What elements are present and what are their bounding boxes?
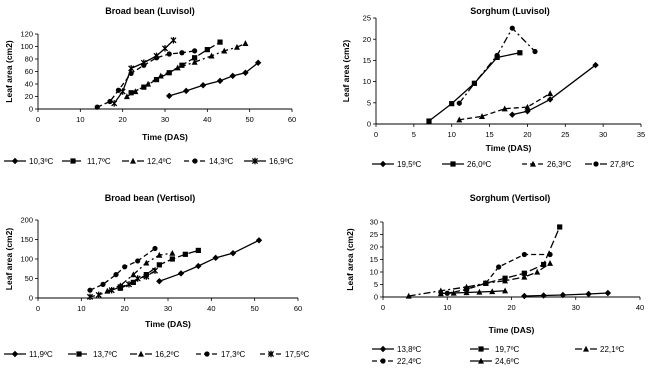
legend-label: 26,3ºC bbox=[547, 160, 572, 169]
y-tick-label: 0 bbox=[366, 119, 371, 129]
data-point bbox=[457, 101, 462, 106]
series-2 bbox=[464, 224, 562, 291]
legend-item bbox=[470, 357, 519, 365]
x-tick-label: 30 bbox=[598, 130, 608, 139]
x-tick-label: 20 bbox=[118, 115, 127, 124]
legend-label: 26,0ºC bbox=[467, 160, 492, 169]
chart-panel-2 bbox=[341, 6, 645, 169]
legend-swatch-marker bbox=[138, 351, 144, 357]
data-point bbox=[540, 292, 546, 298]
data-point bbox=[509, 111, 515, 117]
data-point bbox=[183, 252, 188, 257]
legend-item bbox=[442, 160, 491, 169]
data-point bbox=[517, 50, 522, 55]
y-tick-label: 25 bbox=[362, 13, 371, 23]
x-tick-label: 30 bbox=[160, 115, 170, 124]
data-point bbox=[100, 282, 105, 287]
data-point bbox=[230, 73, 236, 79]
data-point bbox=[166, 93, 172, 99]
legend-item bbox=[244, 157, 293, 166]
legend-label: 14,3ºC bbox=[209, 157, 234, 166]
data-point bbox=[162, 45, 167, 51]
y-tick-label: 100 bbox=[20, 254, 33, 264]
legend-item bbox=[575, 345, 624, 354]
data-point bbox=[87, 288, 92, 293]
legend-label: 24,6ºC bbox=[495, 357, 520, 365]
y-tick-label: 100 bbox=[20, 42, 33, 52]
data-point bbox=[152, 268, 157, 274]
series-2 bbox=[426, 50, 522, 123]
series-1 bbox=[521, 290, 611, 299]
legend-swatch-marker bbox=[380, 346, 386, 352]
legend-label: 13,8ºC bbox=[397, 345, 422, 354]
data-point bbox=[135, 275, 140, 281]
data-point bbox=[95, 105, 100, 110]
y-tick-label: 40 bbox=[24, 79, 33, 89]
legend-label: 11,9ºC bbox=[29, 350, 53, 359]
legend-item bbox=[62, 157, 111, 166]
data-point bbox=[112, 100, 117, 106]
legend-swatch-marker bbox=[380, 161, 386, 167]
y-tick-label: 50 bbox=[24, 274, 33, 284]
legend-label: 16,9ºC bbox=[269, 157, 294, 166]
y-tick-label: 5 bbox=[366, 98, 371, 108]
legend-item bbox=[130, 350, 179, 359]
series-4 bbox=[95, 48, 198, 109]
legend bbox=[372, 345, 624, 365]
data-point bbox=[510, 26, 515, 31]
legend-item bbox=[122, 157, 171, 166]
x-tick-label: 15 bbox=[485, 130, 494, 139]
legend-swatch-marker bbox=[192, 158, 197, 163]
data-point bbox=[145, 81, 151, 87]
y-tick-label: 120 bbox=[20, 29, 33, 39]
data-point bbox=[171, 37, 176, 43]
legend-swatch-marker bbox=[70, 158, 75, 163]
data-point bbox=[521, 293, 527, 299]
y-tick-label: 200 bbox=[20, 215, 33, 225]
data-point bbox=[135, 258, 140, 263]
legend-swatch-marker bbox=[130, 158, 136, 164]
data-point bbox=[200, 82, 206, 88]
data-point bbox=[212, 255, 218, 261]
x-tick-label: 0 bbox=[380, 303, 386, 312]
y-tick-label: 25 bbox=[369, 230, 378, 240]
x-tick-label: 10 bbox=[443, 303, 452, 312]
legend-item bbox=[372, 357, 421, 365]
data-point bbox=[205, 47, 210, 52]
data-point bbox=[532, 49, 537, 54]
data-point bbox=[178, 270, 184, 276]
x-tick-label: 20 bbox=[523, 130, 532, 139]
y-tick-label: 5 bbox=[373, 280, 378, 290]
legend-label: 17,3ºC bbox=[221, 350, 246, 359]
legend-item bbox=[522, 160, 571, 169]
legend-label: 27,8ºC bbox=[610, 160, 635, 169]
series-4 bbox=[457, 26, 538, 106]
y-tick-label: 30 bbox=[369, 217, 378, 227]
legend-item bbox=[68, 350, 117, 359]
x-tick-label: 40 bbox=[207, 304, 216, 313]
series-1 bbox=[509, 62, 599, 118]
x-tick-label: 10 bbox=[447, 130, 456, 139]
y-tick-label: 0 bbox=[373, 292, 378, 302]
data-point bbox=[242, 40, 248, 46]
x-tick-label: 30 bbox=[571, 303, 580, 312]
legend-item bbox=[585, 160, 634, 169]
legend-item bbox=[184, 157, 233, 166]
x-axis-label: Time (DAS) bbox=[142, 132, 188, 142]
x-tick-label: 35 bbox=[636, 130, 646, 139]
data-point bbox=[557, 224, 562, 229]
legend-label: 16,2ºC bbox=[155, 350, 180, 359]
x-tick-label: 0 bbox=[35, 304, 41, 313]
x-tick-label: 10 bbox=[76, 115, 85, 124]
data-point bbox=[605, 290, 611, 296]
series-line bbox=[524, 293, 608, 296]
chart-title: Sorghum (Luvisol) bbox=[470, 6, 550, 16]
data-point bbox=[179, 50, 184, 55]
legend-label: 22,4ºC bbox=[397, 357, 422, 365]
data-point bbox=[192, 48, 197, 53]
x-tick-label: 5 bbox=[411, 130, 416, 139]
data-point bbox=[154, 53, 159, 59]
data-point bbox=[256, 237, 262, 243]
x-tick-label: 0 bbox=[373, 130, 379, 139]
data-point bbox=[183, 88, 189, 94]
x-tick-label: 10 bbox=[77, 304, 86, 313]
data-point bbox=[120, 88, 125, 94]
data-point bbox=[129, 65, 134, 71]
chart-panel-3 bbox=[4, 193, 309, 359]
x-tick-label: 30 bbox=[163, 304, 173, 313]
legend-label: 10,3ºC bbox=[29, 157, 54, 166]
x-tick-label: 20 bbox=[507, 303, 516, 312]
x-tick-label: 60 bbox=[287, 115, 297, 124]
data-point bbox=[195, 263, 201, 269]
y-tick-label: 20 bbox=[24, 92, 33, 102]
y-tick-label: 20 bbox=[369, 242, 378, 252]
y-tick-label: 10 bbox=[362, 77, 371, 87]
x-axis-label: Time (DAS) bbox=[485, 143, 532, 153]
x-tick-label: 25 bbox=[561, 130, 570, 139]
data-point bbox=[167, 51, 172, 56]
y-tick-label: 15 bbox=[362, 56, 371, 65]
y-tick-label: 0 bbox=[28, 293, 33, 303]
data-point bbox=[449, 101, 454, 106]
y-axis-label: Leaf area (cm2) bbox=[345, 228, 355, 291]
data-point bbox=[472, 81, 477, 86]
y-tick-label: 150 bbox=[20, 235, 33, 245]
legend-label: 17,5ºC bbox=[285, 350, 310, 359]
y-tick-label: 0 bbox=[28, 104, 33, 114]
data-point bbox=[547, 90, 553, 96]
legend-label: 22,1ºC bbox=[600, 345, 625, 354]
data-point bbox=[169, 250, 175, 256]
legend-item bbox=[4, 350, 53, 359]
chart-panel-4 bbox=[345, 193, 644, 365]
x-tick-label: 0 bbox=[35, 115, 41, 124]
x-axis-label: Time (DAS) bbox=[488, 325, 535, 335]
legend-item bbox=[260, 350, 309, 359]
data-point bbox=[196, 248, 201, 253]
legend-label: 19,7ºC bbox=[495, 345, 520, 354]
data-point bbox=[585, 291, 591, 297]
legend-swatch-marker bbox=[76, 351, 81, 356]
data-point bbox=[522, 252, 527, 257]
y-axis-label: Leaf area (cm2) bbox=[4, 40, 14, 103]
data-point bbox=[152, 246, 157, 251]
legend-label: 11,7ºC bbox=[87, 157, 111, 166]
data-point bbox=[217, 78, 223, 84]
x-tick-label: 40 bbox=[635, 303, 645, 312]
legend-label: 12,4ºC bbox=[147, 157, 172, 166]
x-tick-label: 60 bbox=[293, 304, 303, 313]
data-point bbox=[116, 88, 121, 93]
legend-swatch-marker bbox=[478, 346, 483, 351]
chart-title: Broad bean (Luvisol) bbox=[105, 6, 195, 16]
data-point bbox=[143, 260, 149, 266]
data-point bbox=[547, 252, 552, 257]
data-point bbox=[483, 281, 488, 286]
x-tick-label: 50 bbox=[245, 115, 254, 124]
data-point bbox=[230, 250, 236, 256]
y-tick-label: 10 bbox=[369, 267, 378, 277]
x-tick-label: 40 bbox=[203, 115, 212, 124]
y-axis-label: Leaf area (cm2) bbox=[341, 39, 351, 103]
data-point bbox=[113, 272, 118, 277]
chart-panel-1 bbox=[4, 6, 296, 166]
legend-label: 19,5ºC bbox=[397, 160, 422, 169]
legend-item bbox=[4, 157, 53, 166]
legend-item bbox=[372, 160, 421, 169]
data-point bbox=[496, 264, 501, 269]
legend-item bbox=[470, 345, 519, 354]
series-3 bbox=[104, 250, 175, 294]
x-axis-label: Time (DAS) bbox=[145, 319, 191, 329]
data-point bbox=[495, 53, 500, 58]
data-point bbox=[534, 269, 540, 275]
legend-swatch-marker bbox=[583, 346, 589, 352]
series-line bbox=[97, 51, 194, 107]
legend-swatch-marker bbox=[593, 161, 598, 166]
legend bbox=[4, 157, 293, 166]
series-3 bbox=[456, 90, 553, 122]
data-point bbox=[141, 60, 146, 66]
y-tick-label: 20 bbox=[362, 34, 371, 44]
legend bbox=[372, 160, 634, 169]
chart-title: Sorghum (Vertisol) bbox=[469, 193, 551, 203]
legend-swatch-marker bbox=[12, 158, 18, 164]
x-tick-label: 50 bbox=[250, 304, 259, 313]
y-axis-label: Leaf area (cm2) bbox=[4, 227, 14, 291]
legend-label: 13,7ºC bbox=[93, 350, 118, 359]
data-point bbox=[156, 278, 162, 284]
data-point bbox=[547, 260, 553, 266]
legend bbox=[4, 350, 309, 359]
legend-item bbox=[372, 345, 421, 354]
legend-item bbox=[196, 350, 245, 359]
series-line bbox=[459, 28, 535, 103]
legend-swatch-marker bbox=[12, 351, 18, 357]
y-tick-label: 60 bbox=[24, 67, 33, 77]
x-tick-label: 20 bbox=[120, 304, 129, 313]
y-tick-label: 15 bbox=[369, 255, 378, 265]
data-point bbox=[122, 264, 127, 269]
legend-swatch-marker bbox=[204, 351, 209, 356]
data-point bbox=[157, 262, 162, 267]
data-point bbox=[426, 118, 431, 123]
data-point bbox=[170, 256, 175, 261]
y-tick-label: 80 bbox=[24, 54, 33, 64]
legend-swatch-marker bbox=[380, 358, 385, 363]
legend-swatch-marker bbox=[450, 161, 455, 166]
data-point bbox=[217, 40, 222, 45]
chart-title: Broad bean (Vertisol) bbox=[104, 193, 196, 203]
